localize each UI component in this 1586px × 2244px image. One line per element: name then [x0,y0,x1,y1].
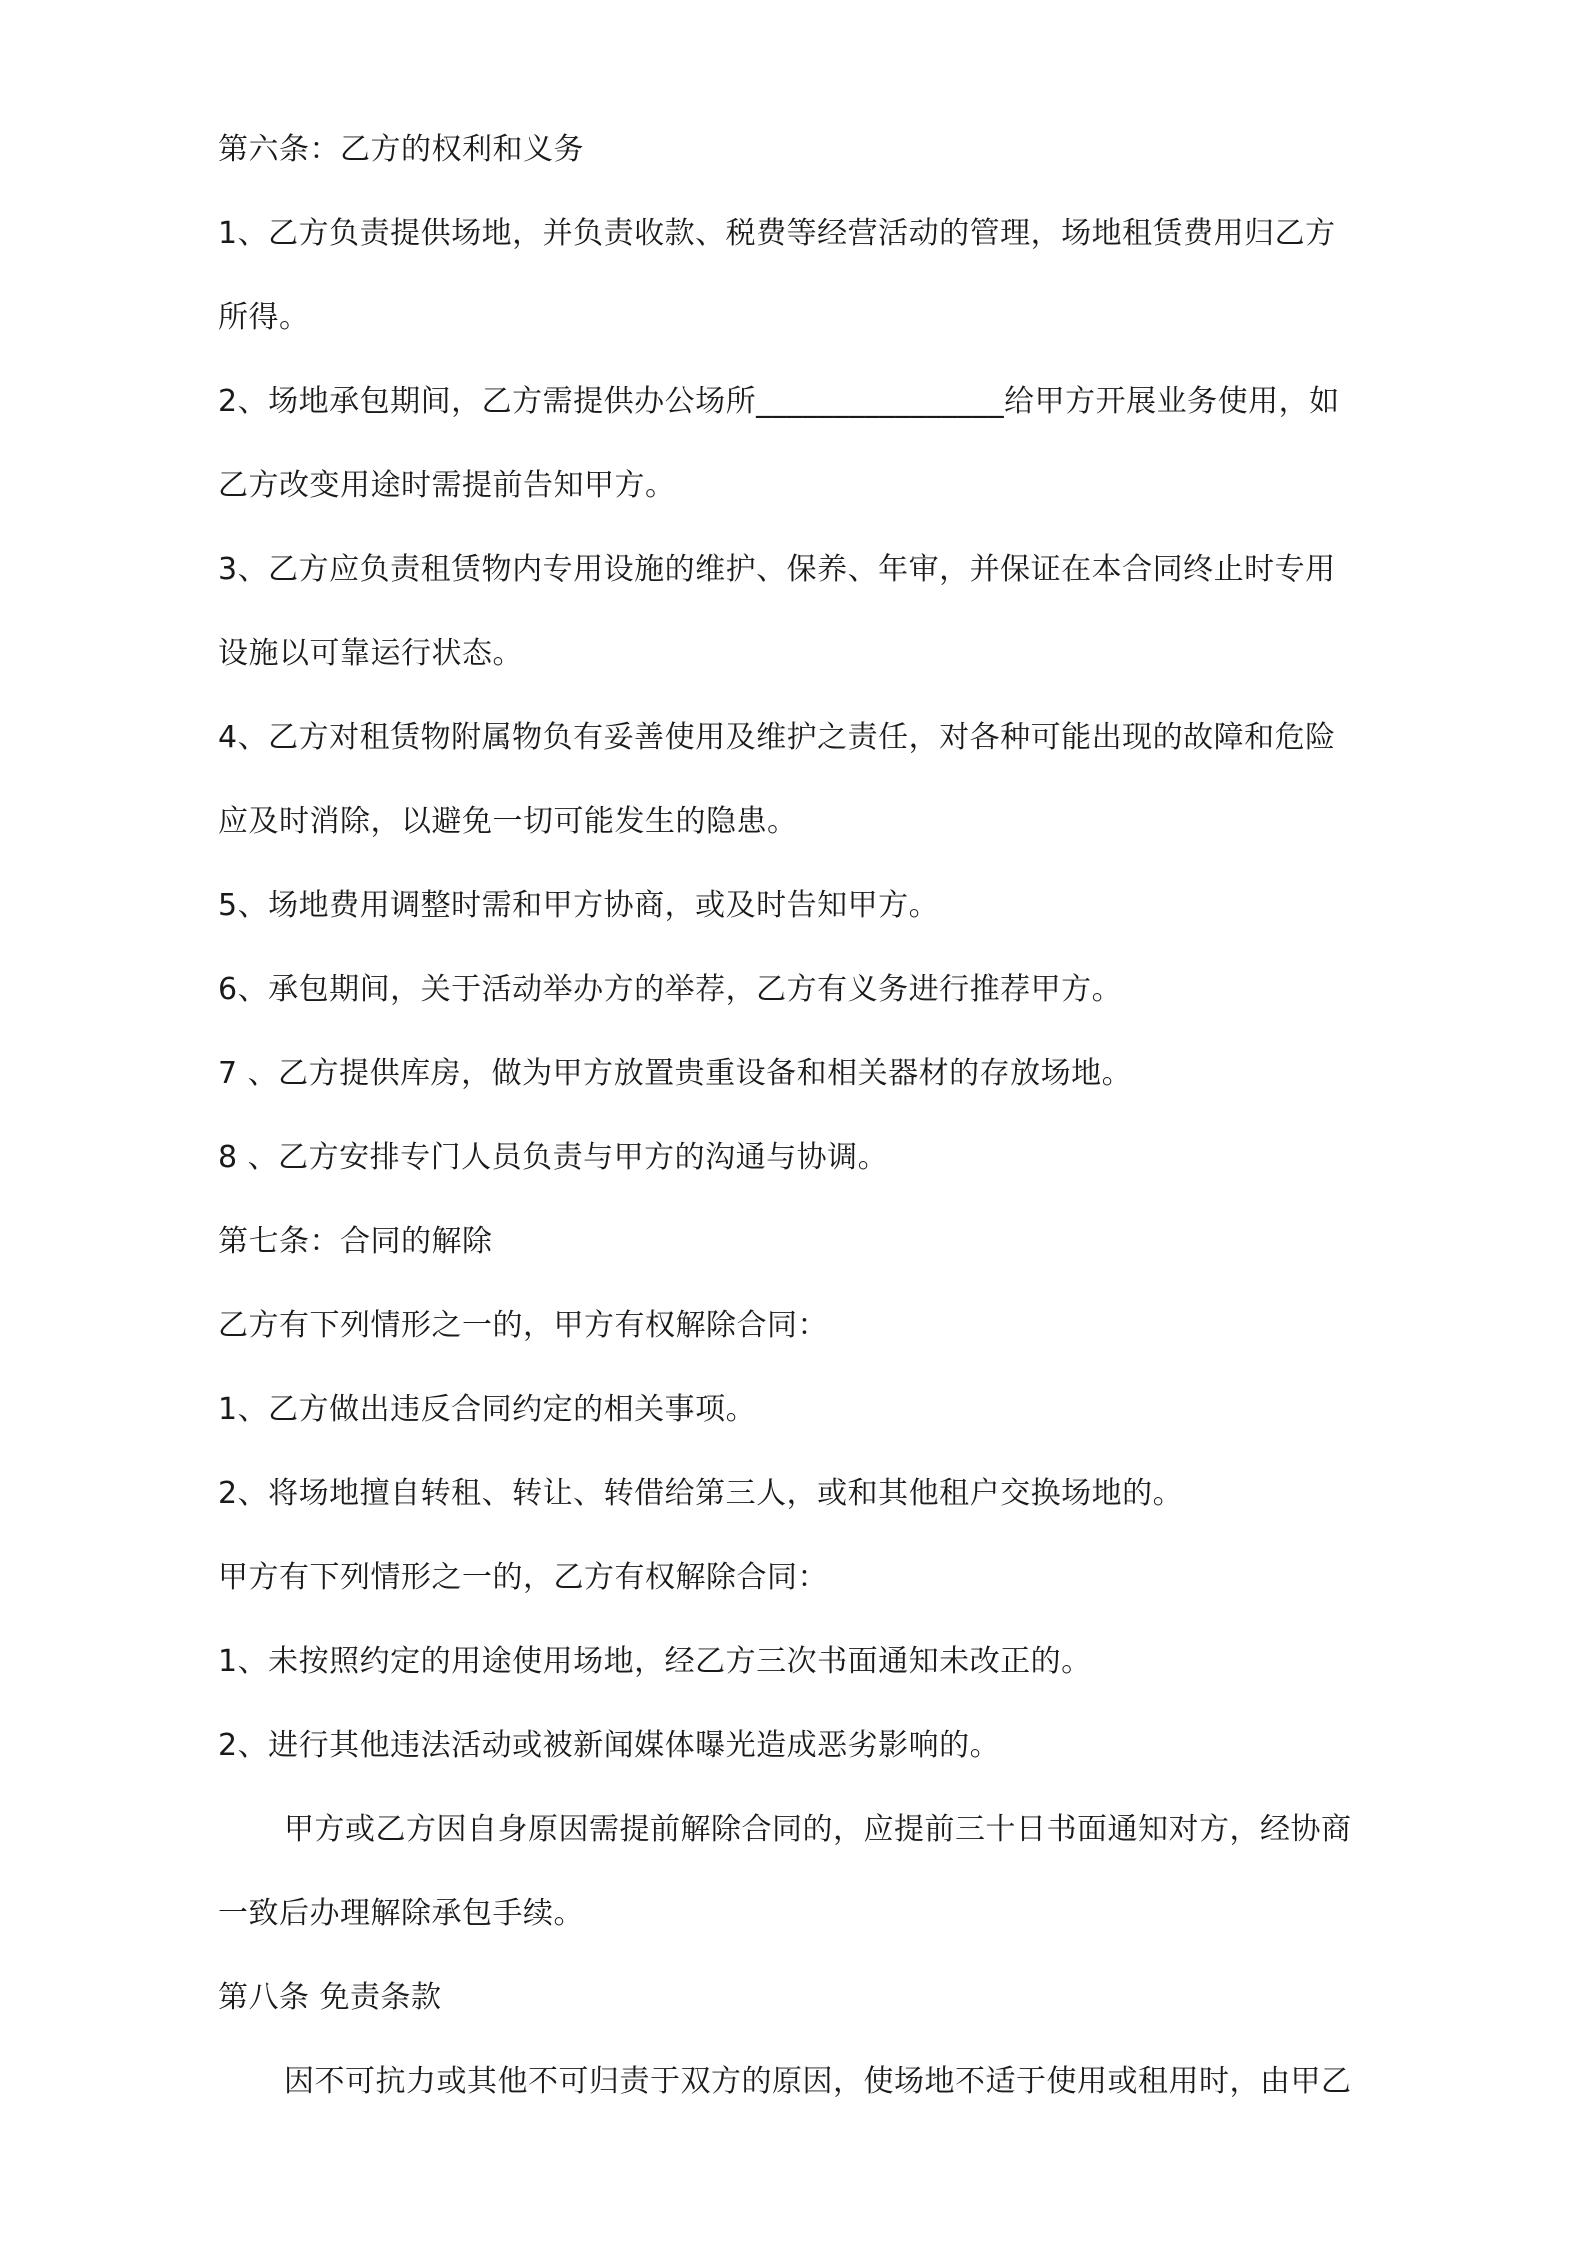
article-6-item-5: 5、场地费用调整时需和甲方协商，或及时告知甲方。 [218,888,940,923]
article-7-early-termination-line-1: 甲方或乙方因自身原因需提前解除合同的，应提前三十日书面通知对方，经协商 [284,1812,1352,1847]
article-6-item-7: 7 、乙方提供库房，做为甲方放置贵重设备和相关器材的存放场地。 [218,1056,1133,1091]
article-7-party-a-item-1: 1、乙方做出违反合同约定的相关事项。 [218,1392,757,1427]
article-7-early-termination-line-2: 一致后办理解除承包手续。 [218,1896,584,1931]
article-7-party-a-item-2: 2、将场地擅自转租、转让、转借给第三人，或和其他租户交换场地的。 [218,1476,1184,1511]
article-7-party-b-item-2: 2、进行其他违法活动或被新闻媒体曝光造成恶劣影响的。 [218,1728,1001,1763]
article-6-item-1-line-1: 1、乙方负责提供场地，并负责收款、税费等经营活动的管理，场地租赁费用归乙方 [218,216,1336,251]
article-7-heading: 第七条：合同的解除 [218,1224,493,1259]
article-6-item-4-line-1: 4、乙方对租赁物附属物负有妥善使用及维护之责任，对各种可能出现的故障和危险 [218,720,1336,755]
article-7-party-b-item-1: 1、未按照约定的用途使用场地，经乙方三次书面通知未改正的。 [218,1644,1092,1679]
article-7-party-b-rights-intro: 甲方有下列情形之一的，乙方有权解除合同： [218,1560,828,1595]
article-6-heading: 第六条：乙方的权利和义务 [218,132,584,167]
article-8-force-majeure-line-1: 因不可抗力或其他不可归责于双方的原因，使场地不适于使用或租用时，由甲乙 [284,2064,1352,2099]
article-7-party-a-rights-intro: 乙方有下列情形之一的，甲方有权解除合同： [218,1308,828,1343]
article-6-item-8: 8 、乙方安排专门人员负责与甲方的沟通与协调。 [218,1140,889,1175]
article-6-item-1-line-2: 所得。 [218,300,310,335]
article-6-item-6: 6、承包期间，关于活动举办方的举荐，乙方有义务进行推荐甲方。 [218,972,1123,1007]
article-6-item-3-line-2: 设施以可靠运行状态。 [218,636,523,671]
article-6-item-2-line-1: 2、场地承包期间，乙方需提供办公场所________________给甲方开展业务使用，如 [218,384,1340,419]
article-6-item-3-line-1: 3、乙方应负责租赁物内专用设施的维护、保养、年审，并保证在本合同终止时专用 [218,552,1336,587]
article-8-heading: 第八条 免责条款 [218,1980,442,2015]
article-6-item-4-line-2: 应及时消除，以避免一切可能发生的隐患。 [218,804,798,839]
article-6-item-2-line-2: 乙方改变用途时需提前告知甲方。 [218,468,676,503]
